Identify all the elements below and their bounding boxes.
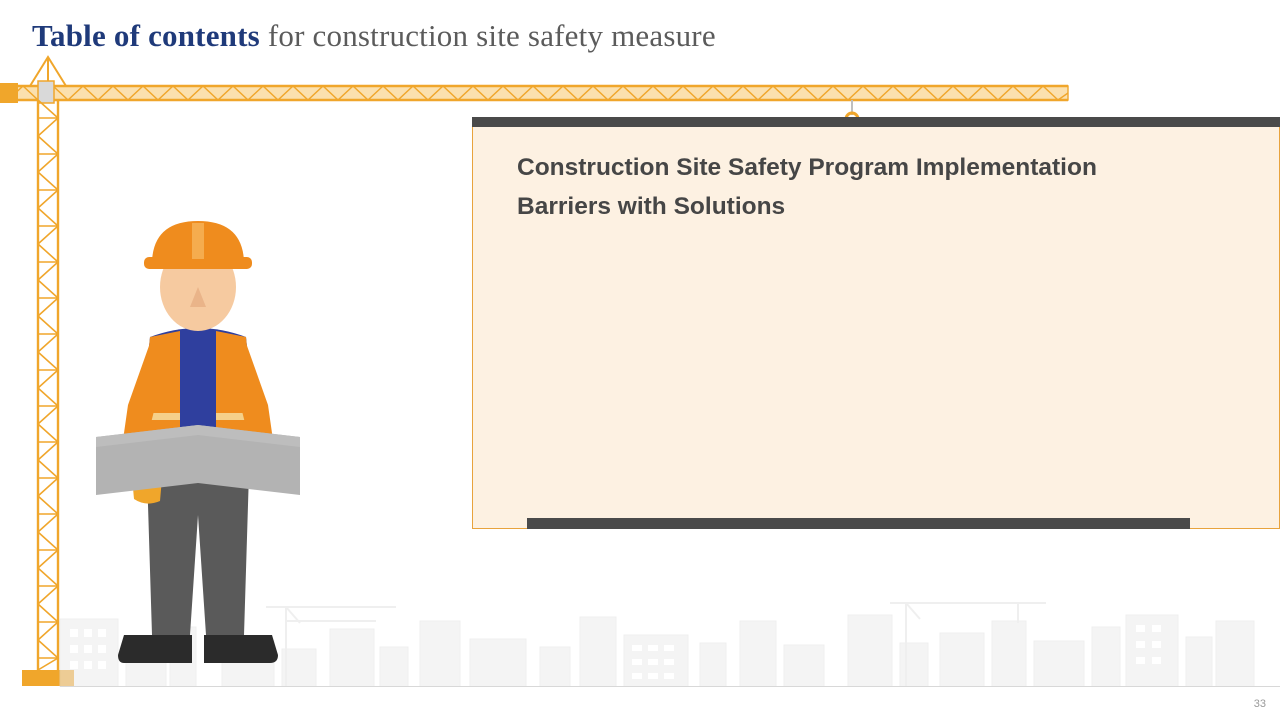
- footer-divider: [60, 686, 1280, 687]
- construction-worker-icon: [88, 215, 308, 690]
- page-title: [32, 18, 716, 54]
- page-title-rest: for construction site safety measure: [259, 18, 716, 53]
- page-number: 33: [1253, 698, 1266, 710]
- board-heading: Construction Site Safety Program Implementation Barriers with Solutions: [517, 154, 1097, 221]
- board-bottom-bar: [527, 518, 1190, 529]
- page-title-accent: Table of contents: [32, 18, 260, 53]
- board-top-bar: [472, 117, 1280, 127]
